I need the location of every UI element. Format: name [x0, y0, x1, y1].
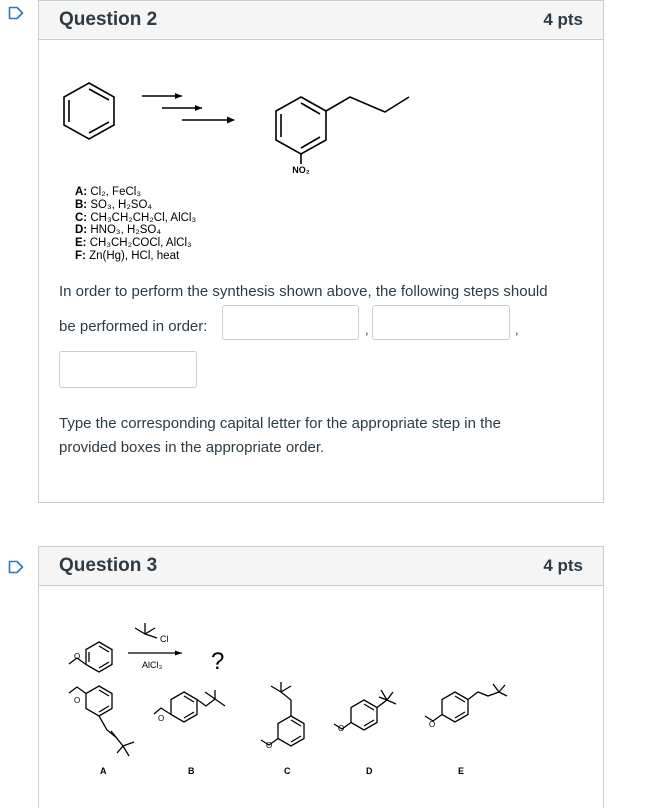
- instruction-line-1: Type the corresponding capital letter for the appropriate step in the: [59, 415, 501, 432]
- choice-label-c: C: [284, 766, 291, 776]
- unknown-product: ?: [211, 648, 225, 675]
- propyl-chain: [326, 97, 409, 112]
- question-2-card: [38, 0, 604, 503]
- reagent-e: E: CH₃CH₂COCl, AlCl₃: [75, 237, 192, 250]
- question-3-card: [38, 546, 604, 808]
- reagent-c: C: CH₃CH₂CH₂Cl, AlCl₃: [75, 211, 197, 224]
- benzene-ring: [64, 83, 114, 139]
- ether-oxygen-label: O: [74, 696, 81, 705]
- answer-input-3[interactable]: [59, 351, 197, 388]
- reagent-b: B: SO₃, H₂SO₄: [75, 198, 153, 211]
- choice-label-b: B: [188, 766, 195, 776]
- reagent-f: F: Zn(Hg), HCl, heat: [75, 249, 180, 262]
- question-3-header: [39, 547, 603, 586]
- nitro-label: NO₂: [292, 165, 310, 175]
- reagent-list: [75, 186, 196, 263]
- ether-oxygen-label: O: [429, 720, 436, 729]
- product-ring: [276, 97, 326, 154]
- choice-label-e: E: [458, 766, 465, 776]
- chlorine-label: Cl: [160, 634, 169, 644]
- instruction-line-2: provided boxes in the appropriate order.: [59, 439, 325, 456]
- separator-comma: ,: [515, 322, 519, 337]
- flag-icon[interactable]: [8, 560, 24, 574]
- prompt-line-1: In order to perform the synthesis shown above, the following steps should: [59, 283, 548, 300]
- question-2-body: [39, 40, 603, 504]
- choice-label-d: D: [366, 766, 373, 776]
- answer-input-1[interactable]: [222, 305, 359, 340]
- flag-icon[interactable]: [8, 6, 24, 20]
- question-points: 4 pts: [543, 10, 583, 29]
- question-3-body: [39, 586, 603, 808]
- question-points: 4 pts: [543, 556, 583, 575]
- reagent-a: A: Cl₂, FeCl₃: [75, 186, 142, 198]
- separator-comma: ,: [365, 322, 369, 337]
- synthesis-scheme: [39, 40, 459, 190]
- answer-input-2[interactable]: [372, 305, 510, 340]
- ether-oxygen-label: O: [158, 714, 165, 723]
- choice-label-a: A: [100, 766, 107, 776]
- ether-oxygen-label: O: [74, 652, 81, 661]
- reaction-scheme: [39, 586, 559, 806]
- catalyst-label: AlCl₃: [142, 660, 163, 670]
- ether-oxygen-label: O: [266, 741, 273, 750]
- question-title: Question 2: [59, 9, 158, 30]
- ether-oxygen-label: O: [338, 724, 345, 733]
- prompt-line-2: be performed in order:: [59, 318, 208, 335]
- question-title: Question 3: [59, 555, 158, 576]
- question-2-header: [39, 1, 603, 40]
- reagent-d: D: HNO₃, H₂SO₄: [75, 224, 162, 237]
